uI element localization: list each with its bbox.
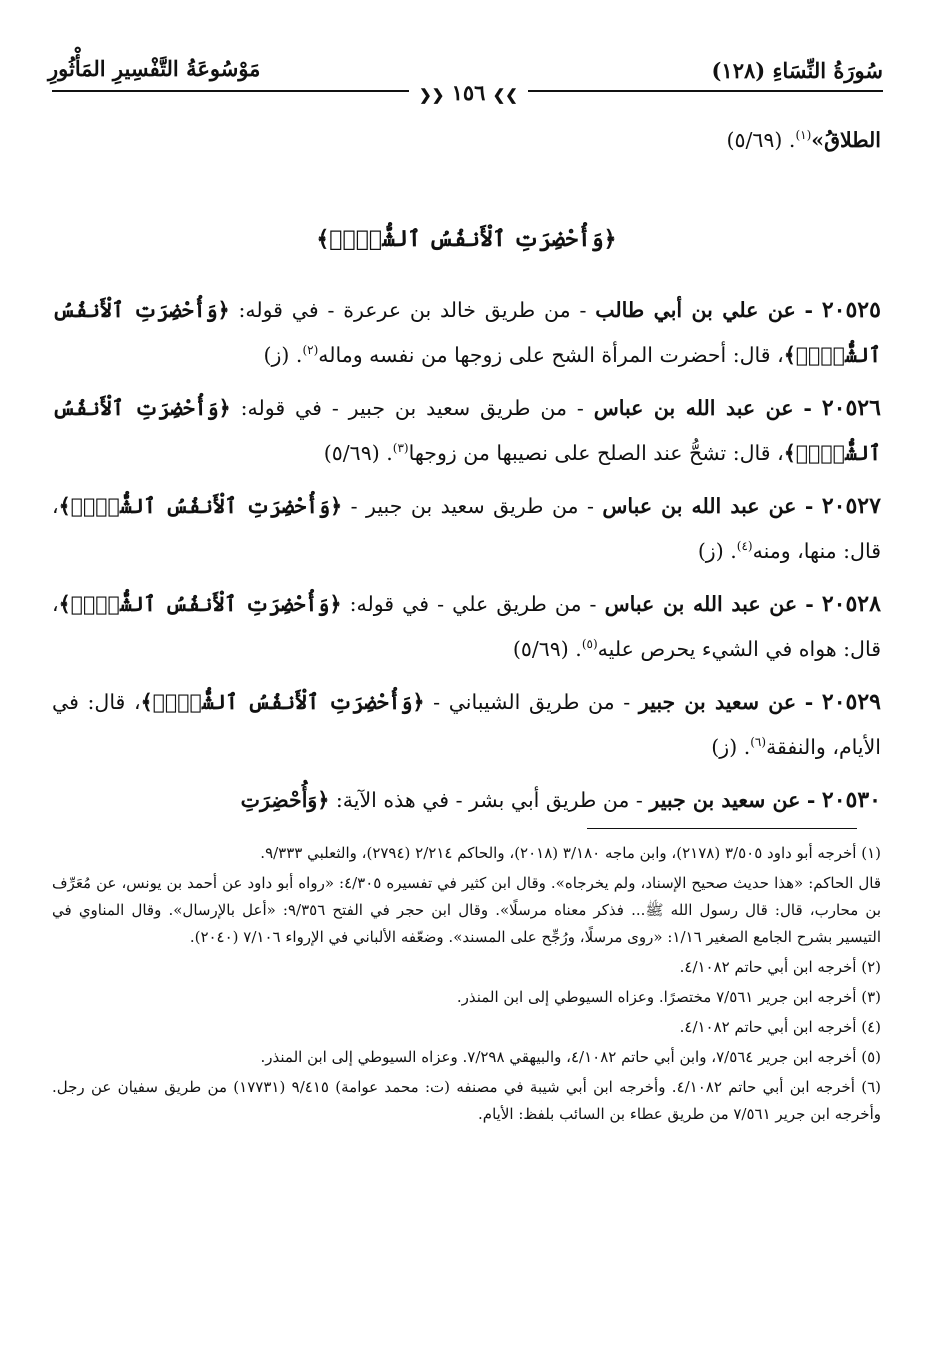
entry: ٢٠٥٢٨ - عن عبد الله بن عباس - من طريق علي - في قوله: ﴿وَأُحْضِرَتِ ٱلْأَنفُسُ ٱلشُّحَّۚ﴾، قال: هواه في الشيء يحرص عليه$^{(٥)}$. (٥/٦٩)	[52, 591, 881, 661]
entry-chain: - من طريق الشيباني -	[433, 690, 631, 714]
footnotes	[52, 840, 881, 1131]
entry-text: ، قال: أحضرت المرأة الشح على زوجها من نفسه وماله	[318, 343, 784, 367]
footnote: (٦) أخرجه ابن أبي حاتم ٤/١٠٨٢. وأخرجه ابن أبي شيبة في مصنفه (ت: محمد عوامة) ٩/٤١٥ (١٧٧٣١) من طريق سفيان عن رجل. وأخرجه ابن جرير ٧/٥٦١ من طريق عطاء بن السائب بلفظ: الأيام.	[52, 1078, 881, 1123]
entry-chain: - من طريق علي - في قوله:	[349, 592, 597, 616]
entry: ٢٠٥٢٧ - عن عبد الله بن عباس - من طريق سعيد بن جبير - ﴿وَأُحْضِرَتِ ٱلْأَنفُسُ ٱلشُّحَّۚ﴾، قال: منها، ومنه$^{(٤)}$. (ز)	[52, 493, 881, 563]
entry-number: ٢٠٥٢٧	[821, 493, 881, 519]
entry-ref: . (ز)	[711, 735, 751, 759]
entry-ayah: ﴿وَأُحْضِرَتِ ٱلْأَنفُسُ ٱلشُّحَّۚ﴾	[58, 494, 343, 518]
entry-ayah: ﴿وَأُحْضِرَتِ	[240, 788, 330, 812]
entry-chain: - من طريق سعيد بن جبير - في قوله:	[240, 396, 584, 420]
page-number-block	[0, 80, 937, 105]
entry: ٢٠٥٣٠ - عن سعيد بن جبير - من طريق أبي بشر - في هذه الآية: ﴿وَأُحْضِرَتِ	[240, 787, 881, 813]
entry-ref: . (٥/٦٩)	[512, 637, 582, 661]
entry-ref: . (ز)	[263, 343, 303, 367]
entry: ٢٠٥٢٥ - عن علي بن أبي طالب - من طريق خالد بن عرعرة - في قوله: ﴿وَأُحْضِرَتِ ٱلْأَنفُسُ ٱلشُّحَّۚ﴾، قال: أحضرت المرأة الشح على زوجها من نفسه وماله$^{(٢)}$. (ز)	[52, 297, 881, 367]
page-number	[409, 80, 528, 105]
page-number-text: ١٥٦	[451, 80, 486, 105]
footnote: (٢) أخرجه ابن أبي حاتم ٤/١٠٨٢.	[679, 958, 881, 976]
opening-ref: . (٥/٦٩)	[726, 128, 796, 152]
entry-text: ، قال: في الأيام، والنفقة	[52, 690, 881, 759]
entry-ayah: ﴿وَأُحْضِرَتِ ٱلْأَنفُسُ ٱلشُّحَّۚ﴾	[140, 690, 425, 714]
entry-narrator: عن سعيد بن جبير	[638, 690, 797, 714]
footnote-marker: (٤)	[736, 539, 753, 554]
footnote-marker: (٣)	[392, 441, 409, 456]
section-heading: ﴿وَأُحْضِرَتِ ٱلْأَنفُسُ ٱلشُّحَّۚ﴾	[316, 226, 617, 252]
entry-ref: . (٥/٦٩)	[323, 441, 393, 465]
entry-narrator: عن عبد الله بن عباس	[593, 396, 794, 420]
entry-ayah: ﴿وَأُحْضِرَتِ ٱلْأَنفُسُ ٱلشُّحَّۚ﴾	[58, 592, 342, 616]
entry: ٢٠٥٢٦ - عن عبد الله بن عباس - من طريق سعيد بن جبير - في قوله: ﴿وَأُحْضِرَتِ ٱلْأَنفُسُ ٱلشُّحَّۚ﴾، قال: تشحُّ عند الصلح على نصيبها من زوجها$^{(٣)}$. (٥/٦٩)	[52, 395, 881, 465]
footnote-rule	[587, 828, 857, 829]
footnote: قال الحاكم: «هذا حديث صحيح الإسناد، ولم يخرجاه». وقال ابن كثير في تفسيره ٤/٣٠٥: «رواه أبو داود عن أحمد بن يونس، عن مُعَرِّف بن محارب، قال: قال رسول الله ﷺ... فذكر معناه مرسلًا». وقال ابن حجر في الفتح ٩/٣٥٦: «أعل بالإرسال». وقال المناوي في التيسير بشرح الجامع الصغير ١/١٦: «روى مرسلًا، ورُجِّح على المسند». وضعّفه الألباني في الإرواء ٧/١٠٦ (٢٠٤٠).	[52, 874, 881, 946]
entry-ayah: ﴿وَأُحْضِرَتِ ٱلْأَنفُسُ ٱلشُّحَّۚ﴾	[52, 298, 881, 367]
entry-number: ٢٠٥٢٥	[821, 297, 881, 323]
entry-ayah: ﴿وَأُحْضِرَتِ ٱلْأَنفُسُ ٱلشُّحَّۚ﴾	[52, 396, 881, 465]
entry-number: ٢٠٥٢٦	[821, 395, 881, 421]
footnote-marker: (٥)	[581, 637, 598, 652]
ornament-left-icon: ❮❮	[419, 86, 445, 104]
entry-number: ٢٠٥٣٠	[821, 787, 881, 813]
entry-narrator: عن سعيد بن جبير	[649, 788, 801, 812]
book-title: مَوْسُوعَةُ التَّفْسِيرِ المَأْثُورِ	[48, 56, 261, 81]
main-text	[52, 118, 881, 831]
footnote: (٥) أخرجه ابن جرير ٧/٥٦٤، وابن أبي حاتم ٤/١٠٨٢، والبيهقي ٧/٢٩٨. وعزاه السيوطي إلى ابن المنذر.	[260, 1048, 881, 1066]
entry-text: ، قال: تشحُّ عند الصلح على نصيبها من زوجها	[408, 441, 784, 465]
entry-chain: - من طريق أبي بشر - في هذه الآية:	[335, 788, 643, 812]
entry-chain: - من طريق سعيد بن جبير -	[350, 494, 594, 518]
ornament-right-icon: ❯❯	[492, 86, 518, 104]
entry-number: ٢٠٥٢٨	[821, 591, 881, 617]
opening-line	[52, 118, 881, 163]
entry-chain: - من طريق خالد بن عرعرة - في قوله:	[238, 298, 587, 322]
entry-narrator: عن عبد الله بن عباس	[604, 592, 798, 616]
footnote: (٤) أخرجه ابن أبي حاتم ٤/١٠٨٢.	[679, 1018, 881, 1036]
opening-word: الطلاقُ»	[811, 128, 881, 152]
entry-number: ٢٠٥٢٩	[821, 689, 881, 715]
entry-narrator: عن علي بن أبي طالب	[595, 298, 796, 322]
entry: ٢٠٥٢٩ - عن سعيد بن جبير - من طريق الشيباني - ﴿وَأُحْضِرَتِ ٱلْأَنفُسُ ٱلشُّحَّۚ﴾، قال: في الأيام، والنفقة$^{(٦)}$. (ز)	[52, 689, 881, 759]
footnote-marker: (٦)	[750, 735, 767, 750]
footnote: (٣) أخرجه ابن جرير ٧/٥٦١ مختصرًا. وعزاه السيوطي إلى ابن المنذر.	[456, 988, 881, 1006]
entry-ref: . (ز)	[697, 539, 737, 563]
footnote-marker: (١)	[795, 128, 812, 143]
footnote-marker: (٢)	[302, 343, 319, 358]
footnote: (١) أخرجه أبو داود ٣/٥٠٥ (٢١٧٨)، وابن ماجه ٣/١٨٠ (٢٠١٨)، والحاكم ٢/٢١٤ (٢٧٩٤)، والثعلبي ٩/٣٣٣.	[260, 844, 881, 862]
entry-narrator: عن عبد الله بن عباس	[602, 494, 797, 518]
surah-title: سُورَةُ النِّسَاءِ (١٢٨)	[711, 58, 883, 83]
entry-text: ، قال: منها، ومنه	[52, 494, 881, 563]
entry-text: ، قال: هواه في الشيء يحرص عليه	[52, 592, 881, 661]
